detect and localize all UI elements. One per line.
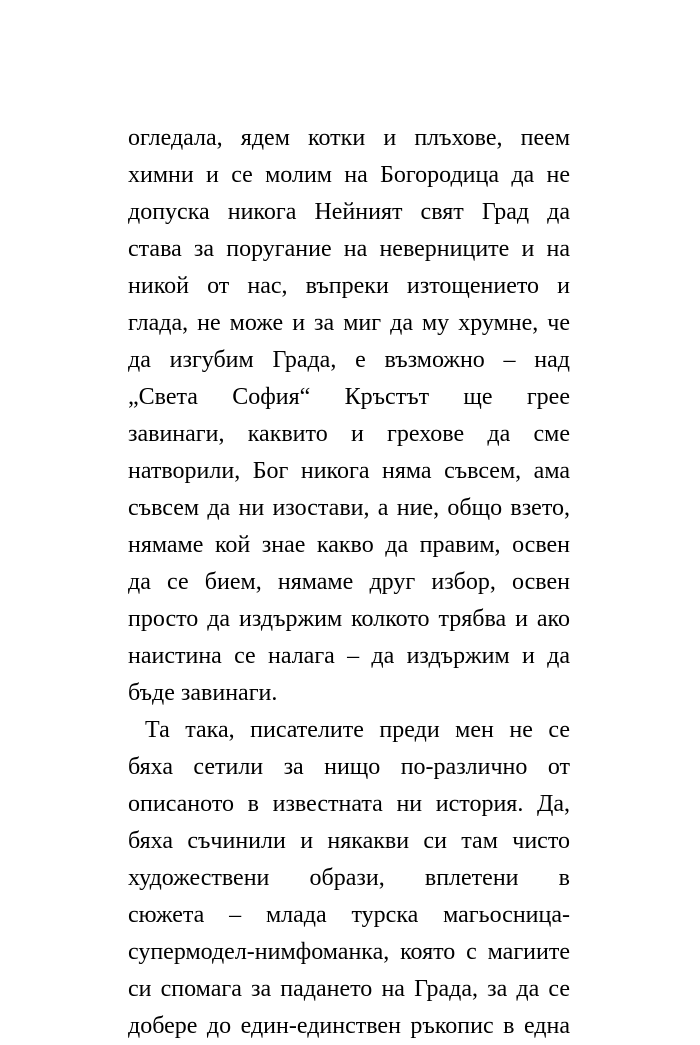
text-line: глада, не може и за миг да му хрумне, че [128, 310, 570, 336]
text-line: описаното в известната ни история. Да, [128, 791, 570, 817]
text-line: химни и се молим на Богородица да не [128, 162, 570, 188]
text-line: добере до един-единствен ръкопис в една [128, 1013, 570, 1039]
text-line: съвсем да ни изостави, а ние, общо взето, [128, 495, 570, 521]
text-line: Та така, писателите преди мен не се [145, 717, 570, 743]
text-line: бъде завинаги. [128, 680, 278, 706]
text-line: завинаги, каквито и грехове да сме [128, 421, 570, 447]
text-line: „Света София“ Кръстът ще грее [128, 384, 570, 410]
text-line: нямаме кой знае какво да правим, освен [128, 532, 570, 558]
text-line: наистина се налага – да издържим и да [128, 643, 570, 669]
text-line: да изгубим Града, е възможно – над [128, 347, 570, 373]
text-line: супермодел-нимфоманка, която с магиите [128, 939, 570, 965]
paragraph [128, 712, 570, 1045]
text-line: става за поругание на неверниците и на [128, 236, 570, 262]
text-line: огледала, ядем котки и плъхове, пеем [128, 125, 570, 151]
text-line: никой от нас, въпреки изтощението и [128, 273, 570, 299]
text-line: бяха сетили за нищо по-различно от [128, 754, 570, 780]
text-line: просто да издържим колкото трябва и ако [128, 606, 570, 632]
text-line: си спомага за падането на Града, за да се [128, 976, 570, 1002]
text-line: да се бием, нямаме друг избор, освен [128, 569, 570, 595]
body-text [128, 120, 570, 1045]
text-line: допуска никога Нейният свят Град да [128, 199, 570, 225]
text-line: сюжета – млада турска магьосница- [128, 902, 570, 928]
text-line: бяха съчинили и някакви си там чисто [128, 828, 570, 854]
text-line: художествени образи, вплетени в [128, 865, 570, 891]
text-line: натворили, Бог никога няма съвсем, ама [128, 458, 570, 484]
paragraph [128, 120, 570, 712]
